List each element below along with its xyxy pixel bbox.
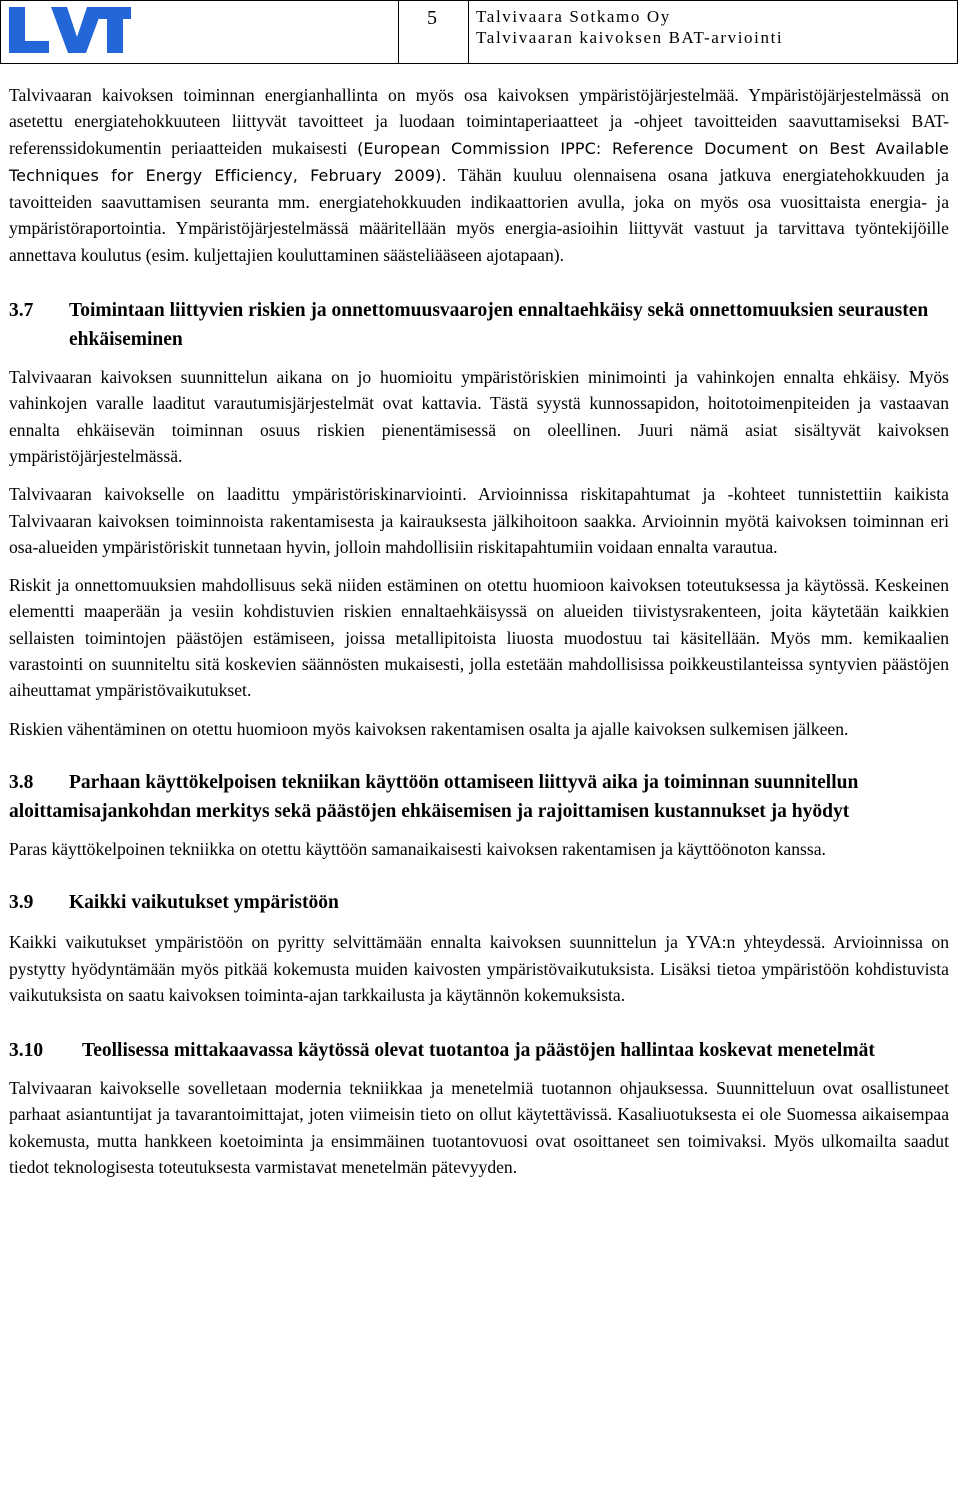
section-title: Kaikki vaikutukset ympäristöön <box>69 892 339 914</box>
section-heading-3-9 <box>9 888 949 917</box>
section-number: 3.8 <box>9 771 34 793</box>
logo-cell <box>1 1 399 63</box>
document-title: Talvivaaran kaivoksen BAT-arviointi <box>476 28 784 47</box>
intro-paragraph: Talvivaaran kaivoksen toiminnan energianhallinta on myös osa kaivoksen ympäristöjärjestelmää. Ympäristöjärjestelmässä on asetettu energiatehokkuuteen liittyvät tavoitteet ja luodaan toimintaperiaatteet ja -ohjeet tavoitteiden saavuttamiseksi BAT-referenssidokumentin periaatteiden mukaisesti (European Commission IPPC: Reference Document on Best Available Techniques for Energy Efficiency, February 2009). Tähän kuuluu olennaisena osana jatkuva energiatehokkuuden ja tavoitteiden saavuttamisen seuranta mm. energiatehokkuuden indikaattorien avulla, joka on myös osa vuosittaista energia- ja ympäristöraportointia. Ympäristöjärjestelmässä määritellään myös energia-asioihin liittyvät vastuut ja tarvittava työntekijöille annettava koulutus (esim. kuljettajien kouluttaminen säästeliääseen ajotapaan). <box>9 85 949 265</box>
paragraph: Talvivaaran kaivokselle sovelletaan modernia tekniikkaa ja menetelmiä tuotannon ohjauksessa. Suunnitteluun ovat osallistuneet parhaat asiantuntijat ja tavarantoimittajat, joten viimeisin tieto on ollut käytettävissä. Kasaliuotuksesta ei ole Suomessa aikaisempaa kokemusta, mutta hankkeen koetoiminta ja ensimmäinen tuotantovuosi ovat osoittaneet sen toimivaksi. Myös ulkomailta saadut tiedot teknologisesta toteutuksesta varmistavat menetelmän pätevyyden. <box>9 1078 949 1178</box>
section-number: 3.7 <box>9 300 34 322</box>
paragraph: Kaikki vaikutukset ympäristöön on pyritty selvittämään ennalta kaivoksen suunnittelun ja YVA:n yhteydessä. Arvioinnissa on pystytty hyödyntämään myös pitkää kokemusta muiden kaivosten ympäristövaikutuksista. Lisäksi tietoa ympäristöön kohdistuvista vaikutuksista on saatu kaivoksen toiminta-ajan tarkkailusta ja käytännön kokemuksista. <box>9 932 949 1005</box>
section-heading-3-7 <box>9 296 949 354</box>
reference-citation: (European Commission IPPC: Reference Document on Best Available Techniques for Energy Efficiency, February 2009). <box>9 138 949 185</box>
company-name: Talvivaara Sotkamo Oy <box>476 7 671 26</box>
paragraph: Riskit ja onnettomuuksien mahdollisuus sekä niiden estäminen on otettu huomioon kaivoksen toteutuksessa ja käytössä. Keskeinen elementti maaperään ja vesiin kohdistuvien riskien ennaltaehkäisyssä on alueiden tiivistysrakenteen, joita käytetään kaikkien sellaisten toimintojen päästöjen estämiseen, joissa metallipitoista liuosta muodostuu tai käsitellään. Myös mm. kemikaalien varastointi on suunniteltu sitä koskevien säännösten mukaisesti, jolla estetään mahdollisissa poikkeustilanteissa syntyvien päästöjen aiheuttamat ympäristövaikutukset. <box>9 575 949 701</box>
paragraph: Talvivaaran kaivokselle on laadittu ympäristöriskinarviointi. Arvioinnissa riskitapahtumat ja -kohteet tunnistettiin kaikista Talvivaaran kaivoksen toiminnoista rakentamisesta ja kairauksesta jälkihoitoon saakka. Arvioinnin myötä kaivoksen toiminnan eri osa-alueiden ympäristöriskit tunnetaan hyvin, jolloin mahdollisiin riskitapahtumiin voidaan ennalta varautua. <box>9 484 949 557</box>
document-body <box>9 82 949 1192</box>
page-number: 5 <box>399 1 469 63</box>
header-info <box>469 1 957 63</box>
page-header <box>0 0 958 64</box>
section-number: 3.10 <box>9 1040 44 1062</box>
section-heading-3-10 <box>9 1036 949 1065</box>
section-heading-3-8 <box>9 768 949 826</box>
section-title: Parhaan käyttökelpoisen tekniikan käyttöön ottamiseen liittyvä aika ja toiminnan suunnitellun aloittamisajankohdan merkitys sekä päästöjen ehkäisemisen ja rajoittamisen kustannukset ja hyödyt <box>9 771 859 822</box>
paragraph: Talvivaaran kaivoksen suunnittelun aikana on jo huomioitu ympäristöriskien minimointi ja vahinkojen ennalta ehkäisy. Myös vahinkojen varalle laaditut varautumisjärjestelmät ovat kattavia. Tästä syystä kunnossapidon, hoitotoimenpiteiden ja vastaavan ennalta ehkäisevän toiminnan osuus riskien pienentämisessä on oleellinen. Juuri nämä asiat sisältyvät kaivoksen ympäristöjärjestelmässä. <box>9 367 949 466</box>
paragraph: Riskien vähentäminen on otettu huomioon myös kaivoksen rakentamisen osalta ja ajalle kaivoksen sulkemisen jälkeen. <box>9 718 849 739</box>
section-title: Toimintaan liittyvien riskien ja onnettomuusvaarojen ennaltaehkäisy sekä onnettomuuksien seurausten ehkäiseminen <box>69 300 929 351</box>
lvt-logo <box>7 5 131 55</box>
section-number: 3.9 <box>9 892 34 914</box>
paragraph: Paras käyttökelpoinen tekniikka on otettu käyttöön samanaikaisesti kaivoksen rakentamisen ja käyttöönoton kanssa. <box>9 838 826 859</box>
section-title: Teollisessa mittakaavassa käytössä olevat tuotantoa ja päästöjen hallintaa koskevat menetelmät <box>82 1040 875 1062</box>
